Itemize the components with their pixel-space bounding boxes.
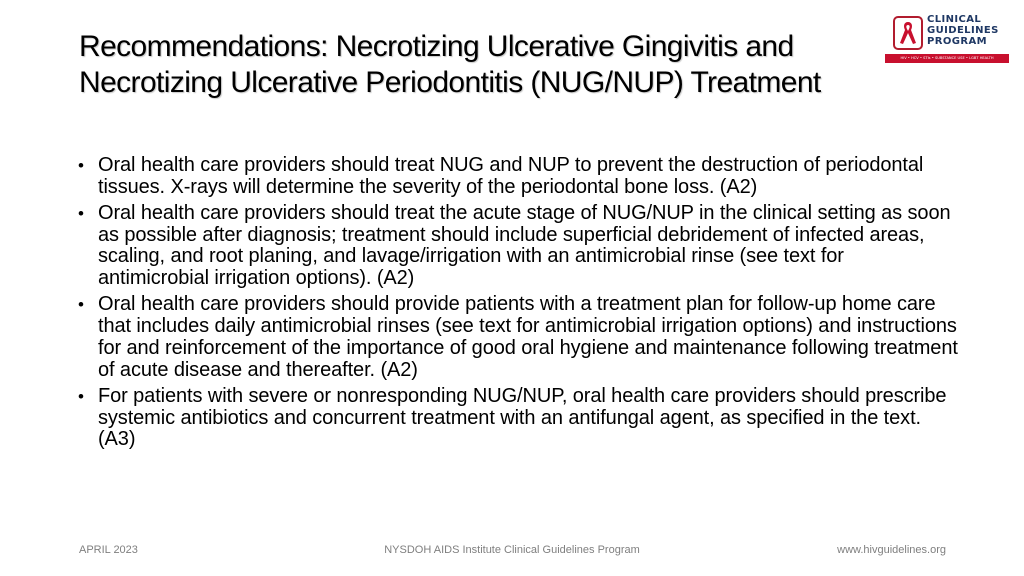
slide-title: Recommendations: Necrotizing Ulcerative Gingivitis and Necrotizing Ulcerative Periodontitis (NUG/NUP) Treatment	[79, 30, 821, 99]
bullet-dot: •	[78, 386, 84, 406]
bullet-dot: •	[78, 156, 84, 175]
bullet-text: Oral health care providers should treat the acute stage of NUG/NUP in the clinical setting as soon as possible after diagnosis; treatment should include superficial debridement of infected areas, scaling, and root planing, and lavage/irrigation with an antimicrobial rinse (see text for antimicrobial irrigation options). (A2)	[98, 202, 951, 290]
logo-tagline-bar: HIV • HCV • STIs • SUBSTANCE USE • LGBT HEALTH	[885, 54, 1009, 63]
bullet-text: For patients with severe or nonresponding NUG/NUP, oral health care providers should prescribe systemic antibiotics and concurrent treatment with an antifungal agent, as specified in the text. (A3)	[98, 384, 947, 451]
bullet-dot: •	[78, 204, 84, 223]
bullet-item	[78, 155, 958, 198]
logo-wordmark	[927, 14, 999, 47]
bullet-list	[78, 155, 958, 456]
bullet-dot: •	[78, 295, 84, 315]
footer-program: NYSDOH AIDS Institute Clinical Guidelines Program	[384, 544, 640, 556]
footer-date: APRIL 2023	[79, 544, 138, 556]
logo-frame	[893, 16, 923, 50]
logo-line-clinical: CLINICAL	[927, 14, 982, 25]
clinical-guidelines-logo	[885, 12, 1009, 64]
red-ribbon-icon	[895, 18, 921, 48]
logo-line-guidelines: GUIDELINES	[927, 25, 999, 36]
bullet-text: Oral health care providers should provide patients with a treatment plan for follow-up home care that includes daily antimicrobial rinses (see text for antimicrobial irrigation options) and instructions for and reinforcement of the importance of good oral hygiene and maintenance following treatment of acute disease and thereafter. (A2)	[98, 293, 958, 381]
bullet-item	[78, 386, 958, 451]
bullet-item	[78, 203, 958, 290]
bullet-item	[78, 294, 958, 381]
footer-website: www.hivguidelines.org	[837, 544, 946, 556]
logo-line-program: PROGRAM	[927, 36, 987, 47]
bullet-text: Oral health care providers should treat NUG and NUP to prevent the destruction of periodontal tissues. X-rays will determine the severity of the periodontal bone loss. (A2)	[98, 154, 924, 198]
